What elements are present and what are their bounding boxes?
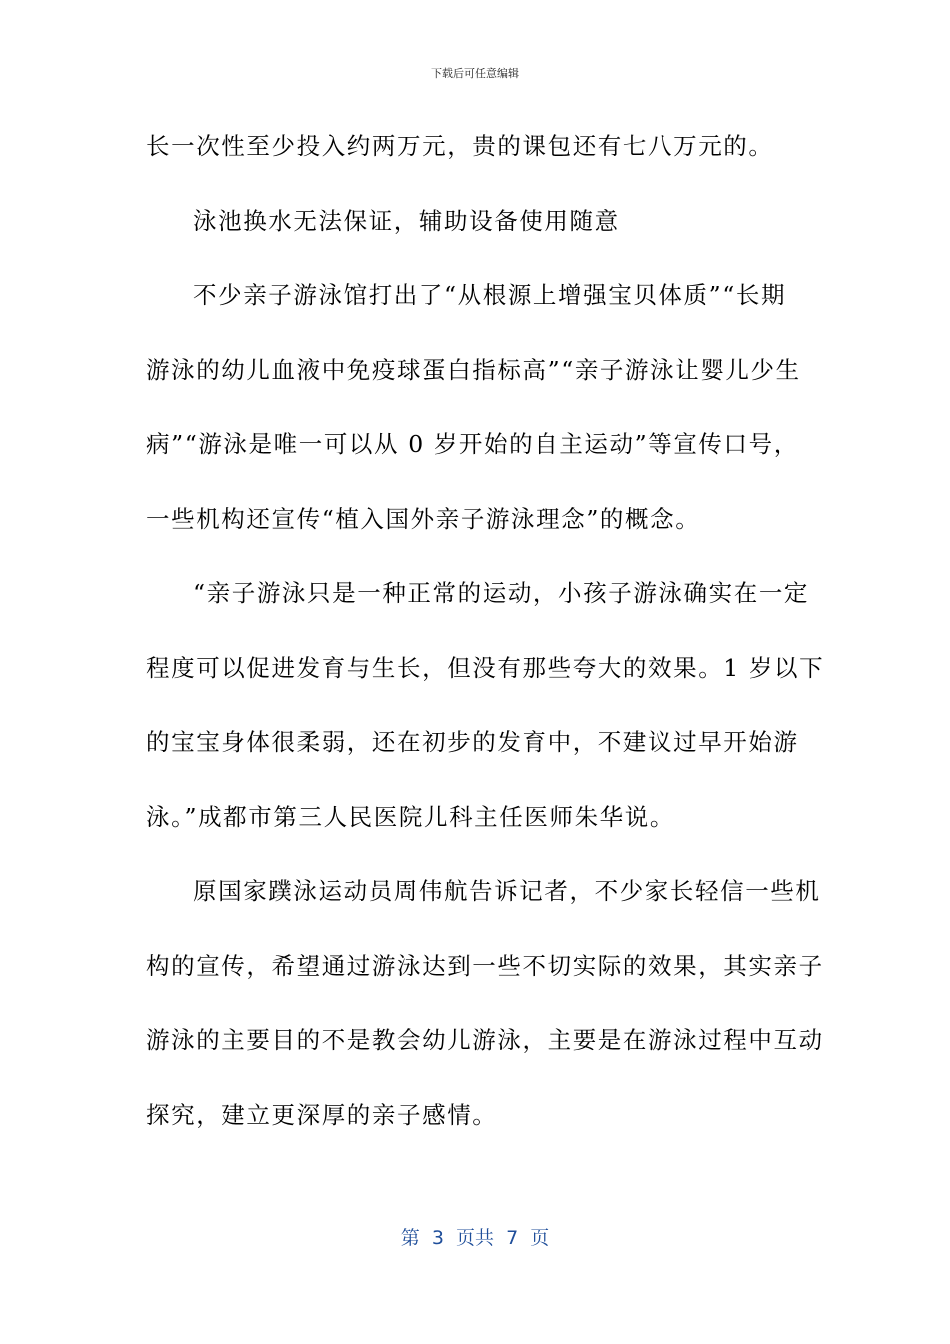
page-header: 下载后可任意编辑 [431, 67, 519, 80]
text-line-6: 一些机构还宣传“植入国外亲子游泳理念”的概念。 [146, 504, 701, 533]
text-line-11: 原国家蹼泳运动员周伟航告诉记者，不少家长轻信一些机 [193, 877, 821, 905]
text-line-13: 游泳的主要目的不是教会幼儿游泳，主要是在游泳过程中互动 [146, 1026, 824, 1054]
text-line-3: 不少亲子游泳馆打出了“从根源上增强宝贝体质”“长期 [193, 281, 787, 309]
text-line-9: 的宝宝身体很柔弱，还在初步的发育中，不建议过早开始游 [146, 728, 799, 756]
text-line-5: 病”“游泳是唯一可以从 0 岁开始的自主运动”等宣传口号， [146, 430, 799, 458]
text-line-14: 探究，建立更深厚的亲子感情。 [146, 1100, 498, 1129]
page-number-footer: 第 3 页共 7 页 [400, 1227, 550, 1249]
text-line-10: 泳。”成都市第三人民医院儿科主任医师朱华说。 [146, 802, 675, 831]
text-line-7: “亲子游泳只是一种正常的运动，小孩子游泳确实在一定 [193, 579, 810, 607]
text-line-4: 游泳的幼儿血液中免疫球蛋白指标高”“亲子游泳让婴儿少生 [146, 355, 801, 384]
section-heading: 泳池换水无法保证，辅助设备使用随意 [193, 206, 620, 235]
document-body [146, 120, 825, 1163]
text-line-1: 长一次性至少投入约两万元，贵的课包还有七八万元的。 [146, 132, 774, 160]
text-line-12: 构的宣传，希望通过游泳达到一些不切实际的效果，其实亲子 [146, 951, 824, 980]
text-line-8: 程度可以促进发育与生长，但没有那些夸大的效果。1 岁以下 [146, 653, 825, 682]
